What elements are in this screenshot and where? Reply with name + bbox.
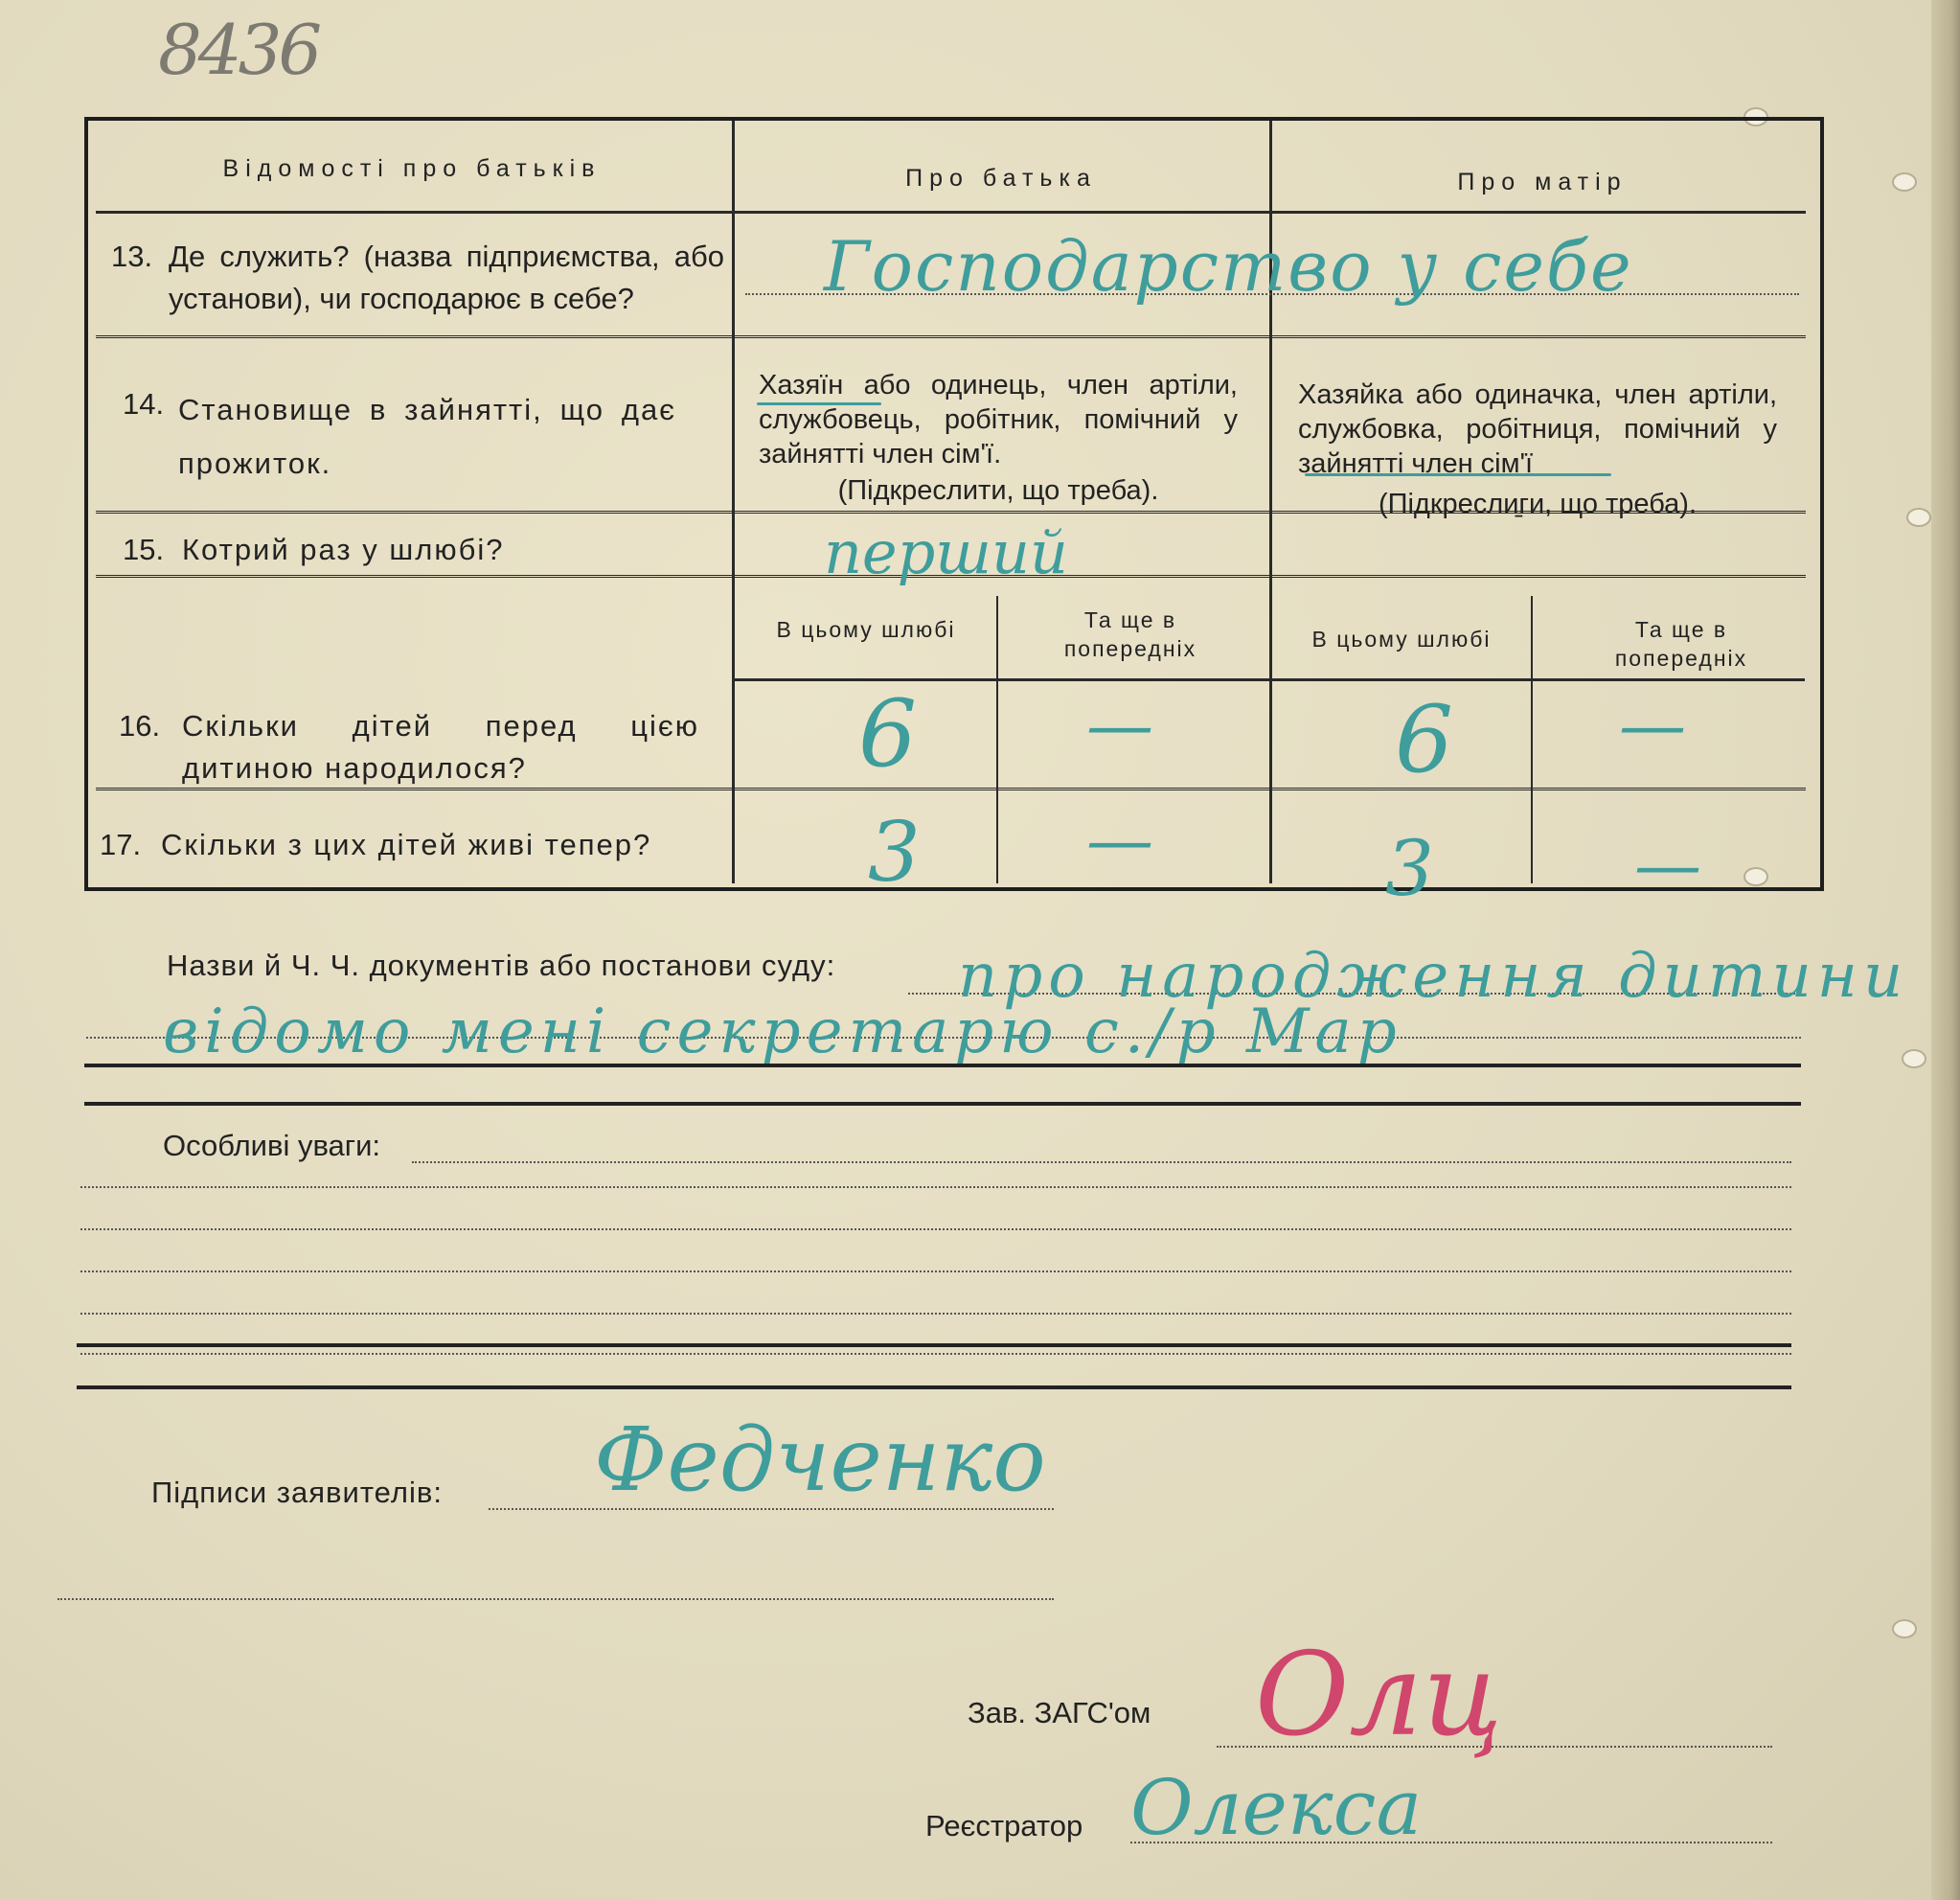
documents-value-line-2: відомо мені секретарю с./р Мар bbox=[163, 996, 1402, 1067]
page-edge bbox=[1931, 0, 1960, 1900]
registrar-label: Реєстратор bbox=[925, 1809, 1083, 1843]
remarks-line-5 bbox=[80, 1313, 1791, 1315]
row-divider bbox=[96, 335, 1806, 342]
row-14-father-options: Хазяїн або одинець, член артіли, службовець, робітник, помічний у зайнятті член сім'ї. bbox=[759, 370, 1238, 469]
applicant-signature: Федченко bbox=[594, 1408, 1046, 1511]
col-divider bbox=[996, 596, 998, 883]
row-15-question: Котрий раз у шлюбі? bbox=[182, 533, 505, 566]
underline-khazyain bbox=[757, 402, 881, 405]
row-16-father-prev: — bbox=[1086, 686, 1153, 765]
row-13-number: 13. bbox=[111, 240, 153, 273]
row-17-father-this: 3 bbox=[868, 805, 921, 901]
row-16-father-this: 6 bbox=[858, 680, 918, 788]
row-16-mother-this: 6 bbox=[1395, 686, 1454, 793]
remarks-rule bbox=[77, 1385, 1791, 1389]
archive-number: 8436 bbox=[158, 10, 319, 90]
remarks-rule bbox=[77, 1343, 1791, 1347]
documents-rule bbox=[84, 1064, 1801, 1067]
binding-hole bbox=[1892, 1619, 1917, 1638]
documents-label: Назви й Ч. Ч. документів або постанови суду: bbox=[167, 949, 836, 982]
row-17-question: Скільки з цих дітей живі тепер? bbox=[161, 828, 652, 861]
remarks-line-1 bbox=[412, 1161, 1791, 1163]
row-14-mother-options: Хазяйка або одиначка, член артіли, службовка, робітниця, помічний у зайнятті член сім'ї bbox=[1298, 379, 1777, 479]
binding-hole bbox=[1906, 508, 1931, 527]
row-17-mother-prev: — bbox=[1634, 826, 1701, 904]
row-16-question: Скільки дітей перед цією дитиною народилося? bbox=[182, 709, 699, 785]
subheader-previous-mother: Та ще в попередніх bbox=[1614, 617, 1748, 671]
row-14-question: Становище в зайнятті, що дає прожиток. bbox=[178, 393, 676, 480]
subheader-this-marriage-mother: В цьому шлюбі bbox=[1311, 627, 1492, 652]
registrar-signature: Олекса bbox=[1130, 1763, 1423, 1852]
row-14-number: 14. bbox=[123, 387, 165, 421]
row-15-father-answer: перший bbox=[824, 517, 1068, 587]
row-17-number: 17. bbox=[100, 828, 142, 861]
col-divider bbox=[1531, 596, 1533, 883]
subheader-previous-father: Та ще в попередніх bbox=[1063, 607, 1197, 661]
col-divider bbox=[732, 121, 735, 883]
row-13-father-answer: Господарство у себе bbox=[824, 226, 1633, 307]
documents-rule bbox=[84, 1102, 1801, 1106]
underline-pomichnyi bbox=[1305, 473, 1611, 476]
remarks-line-6 bbox=[80, 1353, 1791, 1355]
header-mother: Про матір bbox=[1457, 169, 1628, 195]
subheader-this-marriage-father: В цьому шлюбі bbox=[776, 617, 956, 642]
row-14-mother-note: (Підкресли̱ги, що треба). bbox=[1378, 489, 1698, 519]
documents-value-line-1: про народження дитини bbox=[958, 941, 1909, 1012]
remarks-line-3 bbox=[80, 1228, 1791, 1230]
row-13-question: Де служить? (назва підприємства, або установи), чи господарює в себе? bbox=[169, 240, 724, 315]
applicant-signature-line-2 bbox=[57, 1598, 1054, 1600]
header-father: Про батька bbox=[905, 165, 1097, 192]
binding-hole bbox=[1892, 172, 1917, 192]
header-parents-info: Відомості про батьків bbox=[222, 155, 602, 182]
row-15-number: 15. bbox=[123, 533, 165, 566]
remarks-line-4 bbox=[80, 1270, 1791, 1272]
row-16-number: 16. bbox=[119, 709, 161, 743]
binding-hole bbox=[1902, 1049, 1926, 1068]
zags-head-signature: Олц bbox=[1255, 1629, 1503, 1762]
remarks-line-2 bbox=[80, 1186, 1791, 1188]
applicant-signature-label: Підписи заявителів: bbox=[151, 1476, 443, 1509]
row-14-father-note: (Підкреслити, що треба). bbox=[837, 475, 1159, 506]
row-divider bbox=[96, 211, 1806, 214]
zags-head-label: Зав. ЗАГС'ом bbox=[968, 1696, 1151, 1729]
row-16-mother-prev: — bbox=[1619, 686, 1686, 765]
row-17-father-prev: — bbox=[1086, 801, 1153, 880]
row-17-mother-this: 3 bbox=[1385, 824, 1434, 913]
remarks-label: Особливі уваги: bbox=[163, 1129, 381, 1162]
